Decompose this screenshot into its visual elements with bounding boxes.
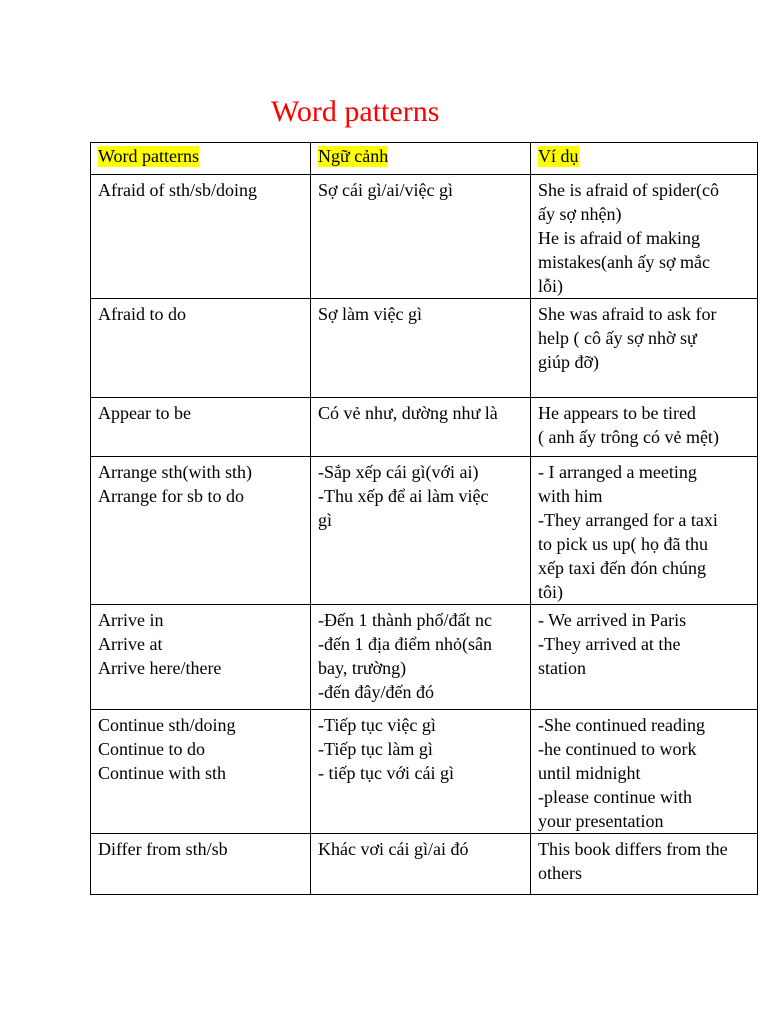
cell-line: -đến 1 địa điểm nhỏ(sân	[318, 634, 492, 654]
context-cell	[311, 398, 531, 457]
context-cell	[311, 834, 531, 895]
context-cell	[311, 710, 531, 834]
pattern-cell	[91, 175, 311, 299]
header-example	[531, 143, 758, 175]
cell-line: This book differs from the	[538, 839, 728, 859]
cell-line: Có vẻ như, dường như là	[318, 403, 498, 423]
cell-line: Arrange sth(with sth)	[98, 462, 252, 482]
context-cell	[311, 457, 531, 605]
cell-line: Continue with sth	[98, 763, 227, 783]
header-context	[311, 143, 531, 175]
context-cell	[311, 605, 531, 710]
cell-line: -They arrived at the	[538, 634, 681, 654]
cell-line: Continue to do	[98, 739, 205, 759]
cell-line: -đến đây/đến đó	[318, 682, 434, 702]
pattern-cell	[91, 834, 311, 895]
cell-line: tôi)	[538, 582, 563, 602]
cell-line: others	[538, 863, 582, 883]
header-word-patterns	[91, 143, 311, 175]
cell-line: -he continued to work	[538, 739, 697, 759]
cell-line: Sợ cái gì/ai/việc gì	[318, 180, 453, 200]
example-cell	[531, 710, 758, 834]
cell-line: ( anh ấy trông có vẻ mệt)	[538, 427, 719, 447]
table-row	[91, 710, 758, 834]
cell-line: Sợ làm việc gì	[318, 304, 423, 324]
cell-line: -Tiếp tục việc gì	[318, 715, 436, 735]
cell-line: until midnight	[538, 763, 641, 783]
cell-line: bay, trường)	[318, 658, 407, 678]
cell-line: lỗi)	[538, 276, 563, 296]
pattern-cell	[91, 457, 311, 605]
table-row	[91, 299, 758, 398]
example-cell	[531, 457, 758, 605]
pattern-cell	[91, 710, 311, 834]
cell-line: He is afraid of making	[538, 228, 700, 248]
example-cell	[531, 299, 758, 398]
cell-line: He appears to be tired	[538, 403, 696, 423]
word-patterns-table	[90, 142, 758, 895]
cell-line: Arrive in	[98, 610, 164, 630]
cell-line: -Đến 1 thành phố/đất nc	[318, 610, 492, 630]
example-cell	[531, 605, 758, 710]
cell-line: Differ from sth/sb	[98, 839, 228, 859]
cell-line: Afraid to do	[98, 304, 186, 324]
example-cell	[531, 398, 758, 457]
table-body	[91, 175, 758, 895]
cell-line: station	[538, 658, 586, 678]
header-label: Word patterns	[98, 146, 200, 166]
header-label: Ngữ cảnh	[318, 146, 389, 166]
cell-line: Khác vơi cái gì/ai đó	[318, 839, 469, 859]
pattern-cell	[91, 398, 311, 457]
cell-line: Arrange for sb to do	[98, 486, 244, 506]
cell-line: Continue sth/doing	[98, 715, 236, 735]
pattern-cell	[91, 299, 311, 398]
cell-line: help ( cô ấy sợ nhờ sự	[538, 328, 697, 348]
cell-line: mistakes(anh ấy sợ mắc	[538, 252, 710, 272]
cell-line: -She continued reading	[538, 715, 705, 735]
cell-line: xếp taxi đến đón chúng	[538, 558, 706, 578]
cell-line: She was afraid to ask for	[538, 304, 717, 324]
cell-line: Afraid of sth/sb/doing	[98, 180, 257, 200]
table-row	[91, 834, 758, 895]
cell-line: gì	[318, 510, 333, 530]
page-title: Word patterns	[271, 95, 440, 128]
cell-line: giúp đỡ)	[538, 352, 600, 372]
cell-line: - I arranged a meeting	[538, 462, 697, 482]
example-cell	[531, 834, 758, 895]
cell-line: your presentation	[538, 811, 664, 831]
cell-line: Arrive at	[98, 634, 163, 654]
context-cell	[311, 299, 531, 398]
header-label: Ví dụ	[538, 146, 579, 166]
pattern-cell	[91, 605, 311, 710]
cell-line: -please continue with	[538, 787, 692, 807]
table-row	[91, 457, 758, 605]
cell-line: -They arranged for a taxi	[538, 510, 718, 530]
cell-line: Appear to be	[98, 403, 191, 423]
cell-line: -Sắp xếp cái gì(với ai)	[318, 462, 479, 482]
example-cell	[531, 175, 758, 299]
table-row	[91, 605, 758, 710]
cell-line: - tiếp tục với cái gì	[318, 763, 454, 783]
table-row	[91, 175, 758, 299]
cell-line: -Tiếp tục làm gì	[318, 739, 433, 759]
cell-line: with him	[538, 486, 603, 506]
cell-line: ấy sợ nhện)	[538, 204, 622, 224]
cell-line: -Thu xếp để ai làm việc	[318, 486, 489, 506]
context-cell	[311, 175, 531, 299]
cell-line: She is afraid of spider(cô	[538, 180, 719, 200]
cell-line: - We arrived in Paris	[538, 610, 687, 630]
cell-line: to pick us up( họ đã thu	[538, 534, 708, 554]
table-header-row	[91, 143, 758, 175]
cell-line: Arrive here/there	[98, 658, 222, 678]
table-row	[91, 398, 758, 457]
